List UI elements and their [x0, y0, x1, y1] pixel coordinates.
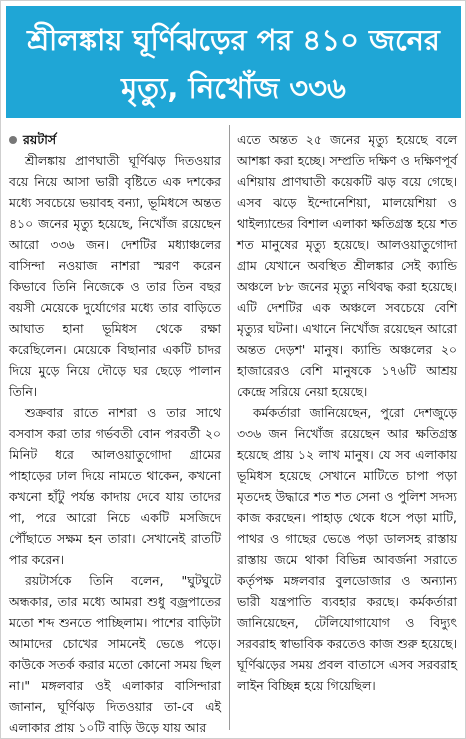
paragraph: শ্রীলঙ্কায় প্রাণঘাতী ঘূর্ণিঝড় দিতওয়ার বয়ে নিয়ে আসা ভারী বৃষ্টিতে এক দশকের মধ্যে সবচেয়ে ভয়াবহ বন্যা, ভূমিধসে অন্তত ৪১০ জনের মৃত্যু হয়েছে, নিখোঁজ রয়েছেন আরো ৩৩৬ জন। দেশটির মধ্যাঞ্চলের বাসিন্দা নওয়াজ নাশরা স্মরণ করেন কিভাবে তিনি নিজেকে ও তার তিন বছর বয়সী মেয়েকে দুর্যোগের মধ্যে তার বাড়িতে আঘাত হানা ভূমিধস থেকে রক্ষা করেছিলেন। মেয়েকে বিছানার একটি চাদর দিয়ে মুড়ে নিয়ে দৌড়ে ঘর ছেড়ে পালান তিনি। — [9, 153, 221, 399]
column-divider — [229, 125, 230, 730]
paragraph: কর্মকর্তারা জানিয়েছেন, পুরো দেশজুড়ে ৩৩৬ জন নিখোঁজ রয়েছেন আর ক্ষতিগ্রস্ত হয়েছে প্রায় ১২ লাখ মানুষ। যে সব এলাকায় ভূমিধস হয়েছে সেখানে মাটিতে চাপা পড়া মৃতদেহ উদ্ধারে শত শত সেনা ও পুলিশ সদস্য কাজ করছেন। পাহাড় থেকে ধসে পড়া মাটি, পাথর ও গাছের ভেঙে পড়া ডালসহ রাস্তায় রাস্তায় জমে থাকা বিভিন্ন আবর্জনা সরাতে কর্তৃপক্ষ মঙ্গলবার বুলডোজার ও অন্যান্য ভারী যন্ত্রপাতি ব্যবহার করছে। কর্মকর্তারা জানিয়েছেন, টেলিযোগাযোগ ও বিদ্যুৎ সরবরাহ স্বাভাবিক করতেও কাজ শুরু হয়েছে। ঘূর্ণিঝড়ের সময় প্রবল বাতাসে এসব সরবরাহ লাইন বিচ্ছিন্ন হয়ে গিয়েছিল। — [237, 405, 457, 693]
article-column-left — [9, 129, 221, 738]
byline-text: রয়টার্স — [23, 132, 57, 147]
bullet-icon — [9, 136, 17, 144]
headline: শ্রীলঙ্কায় ঘূর্ণিঝড়ের পর ৪১০ জনের মৃত্যু, নিখোঁজ ৩৩৬ — [6, 6, 461, 118]
paragraph: রয়টার্সকে তিনি বলেন, "ঘুটঘুটে অন্ধকার, তার মধ্যে আমরা শুধু বজ্রপাতের মতো শব্দ শুনতে পাচ্ছিলাম। পাশের বাড়িটা আমাদের চোখের সামনেই ভেঙে পড়ে। কাউকে সতর্ক করার মতো কোনো সময় ছিল না।" মঙ্গলবার ওই এলাকার বাসিন্দারা জানান, ঘূর্ণিঝড় দিতওয়ার তা-বে এই এলাকার প্রায় ১০টি বাড়ি উড়ে যায় আর — [9, 573, 221, 735]
paragraph: শুক্রবার রাতে নাশরা ও তার সাথে বসবাস করা তার গর্ভবতী বোন পরবর্তী ২০ মিনিট ধরে আলওয়াতুগোদা গ্রামের পাহাড়ের ঢাল দিয়ে নামতে থাকেন, কখনো কখনো হাঁটু পর্যন্ত কাদায় দেবে যায় তাদের পা, পরে আরো নিচে একটি মসজিদে পৌঁছাতে সক্ষম হন তারা। সেখানেই রাতটি পার করেন। — [9, 405, 221, 567]
byline — [9, 129, 221, 150]
paragraph: এতে অন্তত ২৫ জনের মৃত্যু হয়েছে বলে আশঙ্কা করা হচ্ছে। সম্প্রতি দক্ষিণ ও দক্ষিণপূর্ব এশিয়ায় প্রাণঘাতী কয়েকটি ঝড় বয়ে গেছে। এসব ঝড়ে ইন্দোনেশিয়া, মালয়েশিয়া ও থাইল্যান্ডের বিশাল এলাকা ক্ষতিগ্রস্ত হয়ে শত শত মানুষের মৃত্যু হয়েছে। আলওয়াতুগোদা গ্রাম যেখানে অবস্থিত শ্রীলঙ্কার সেই ক্যান্ডি অঞ্চলে ৮৮ জনের মৃত্যু নথিবদ্ধ করা হয়েছে। এটি দেশটির এক অঞ্চলে সবচেয়ে বেশি মৃত্যুর ঘটনা। এখানে নিখোঁজ রয়েছেন আরো অন্তত দেড়শ' মানুষ। ক্যান্ডি অঞ্চলের ২০ হাজারেরও বেশি মানুষকে ১৭৬টি আশ্রয় কেন্দ্রে সরিয়ে নেয়া হয়েছে। — [237, 132, 457, 399]
article-column-right — [237, 129, 457, 696]
